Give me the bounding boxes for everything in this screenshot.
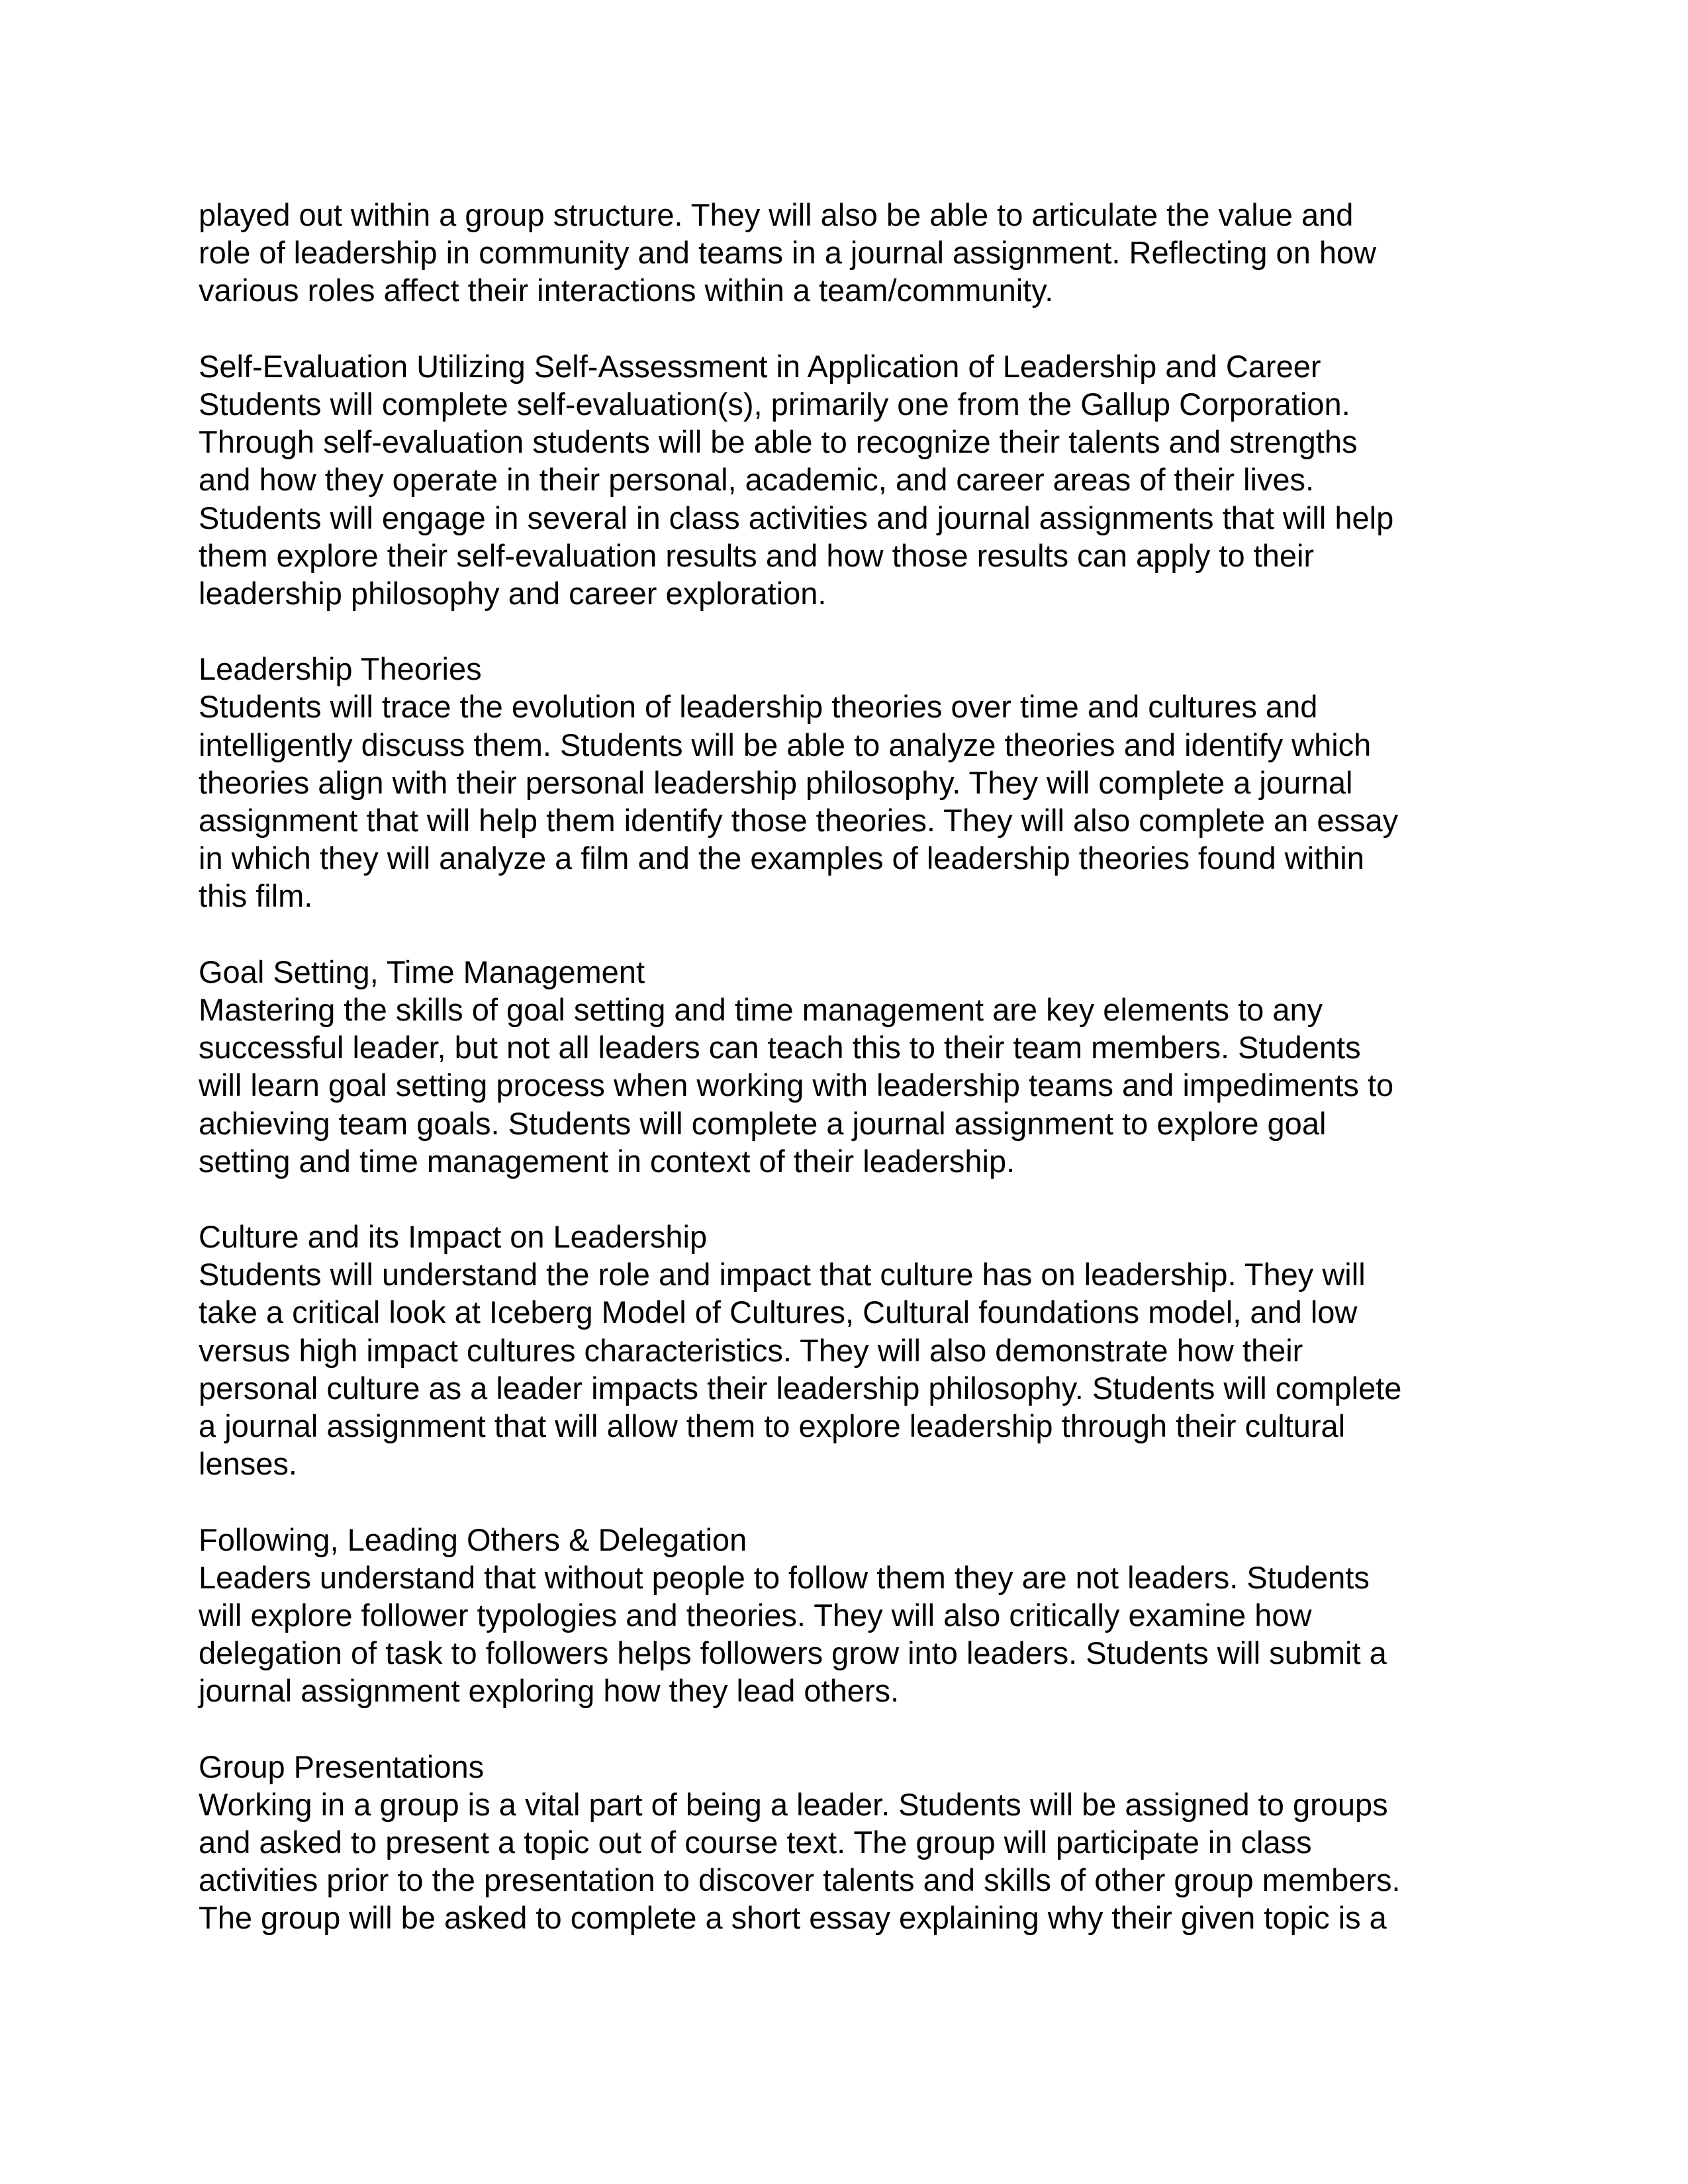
paragraph-line: journal assignment exploring how they lead others. — [199, 1673, 900, 1709]
section-heading: Self-Evaluation Utilizing Self-Assessment in Application of Leadership and Career — [199, 348, 1321, 384]
paragraph-line: intelligently discuss them. Students will be able to analyze theories and identify which — [199, 727, 1372, 762]
paragraph-line: and how they operate in their personal, academic, and career areas of their lives. — [199, 462, 1315, 498]
section-heading: Group Presentations — [199, 1749, 485, 1784]
paragraph-line: lenses. — [199, 1446, 297, 1482]
section-culture — [199, 1218, 1496, 1482]
paragraph-line: take a critical look at Iceberg Model of Cultures, Cultural foundations model, and low — [199, 1295, 1358, 1330]
paragraph-line: various roles affect their interactions within a team/community. — [199, 273, 1054, 308]
paragraph-line: will explore follower typologies and theories. They will also critically examine how — [199, 1597, 1312, 1633]
paragraph-line: them explore their self-evaluation results and how those results can apply to their — [199, 537, 1315, 573]
paragraph-line: achieving team goals. Students will complete a journal assignment to explore goal — [199, 1105, 1327, 1141]
section-group-presentations — [199, 1748, 1496, 1937]
paragraph-spacer — [199, 310, 1496, 347]
paragraph-line: delegation of task to followers helps followers grow into leaders. Students will submit a — [199, 1635, 1387, 1671]
paragraph-line: Through self-evaluation students will be able to recognize their talents and strengths — [199, 424, 1358, 460]
paragraph-line: activities prior to the presentation to discover talents and skills of other group members. — [199, 1862, 1401, 1898]
paragraph-spacer — [199, 1710, 1496, 1748]
paragraph-line: Students will trace the evolution of leadership theories over time and cultures and — [199, 689, 1318, 725]
section-heading: Goal Setting, Time Management — [199, 954, 645, 989]
paragraph-spacer — [199, 612, 1496, 650]
paragraph-spacer — [199, 1482, 1496, 1520]
section-goal-setting — [199, 953, 1496, 1180]
paragraph-line: leadership philosophy and career exploration. — [199, 575, 827, 611]
section-heading: Leadership Theories — [199, 651, 482, 687]
paragraph-line: role of leadership in community and teams in a journal assignment. Reflecting on how — [199, 235, 1377, 271]
paragraph-spacer — [199, 1180, 1496, 1218]
paragraph-line: personal culture as a leader impacts their leadership philosophy. Students will complete — [199, 1370, 1402, 1406]
section-self-evaluation — [199, 347, 1496, 612]
paragraph-line: will learn goal setting process when working with leadership teams and impediments to — [199, 1068, 1394, 1103]
section-heading: Culture and its Impact on Leadership — [199, 1219, 708, 1255]
paragraph-line: Mastering the skills of goal setting and time management are key elements to any — [199, 991, 1323, 1027]
paragraph-line: a journal assignment that will allow them to explore leadership through their cultural — [199, 1408, 1346, 1443]
paragraph-line: this film. — [199, 878, 313, 914]
paragraph-line: Students will complete self-evaluation(s), primarily one from the Gallup Corporation. — [199, 386, 1350, 422]
paragraph-line: The group will be asked to complete a short essay explaining why their given topic is a — [199, 1900, 1387, 1936]
paragraph-line: and asked to present a topic out of course text. The group will participate in class — [199, 1825, 1312, 1860]
paragraph-line: Working in a group is a vital part of being a leader. Students will be assigned to groups — [199, 1786, 1388, 1822]
paragraph-line: versus high impact cultures characteristics. They will also demonstrate how their — [199, 1332, 1303, 1368]
paragraph-line: assignment that will help them identify those theories. They will also complete an essay — [199, 803, 1399, 838]
paragraph-line: Students will engage in several in class activities and journal assignments that will help — [199, 500, 1394, 535]
paragraph-line: successful leader, but not all leaders can teach this to their team members. Students — [199, 1030, 1361, 1066]
paragraph-spacer — [199, 915, 1496, 953]
paragraph-line: in which they will analyze a film and the examples of leadership theories found within — [199, 841, 1364, 876]
section-leadership-theories — [199, 650, 1496, 915]
paragraph-line: Leaders understand that without people to follow them they are not leaders. Students — [199, 1559, 1370, 1595]
section-heading: Following, Leading Others & Delegation — [199, 1522, 747, 1557]
section-following-leading — [199, 1521, 1496, 1710]
intro-paragraph — [199, 196, 1496, 310]
paragraph-line: played out within a group structure. They will also be able to articulate the value and — [199, 197, 1354, 232]
paragraph-line: setting and time management in context of their leadership. — [199, 1143, 1015, 1179]
paragraph-line: Students will understand the role and impact that culture has on leadership. They will — [199, 1257, 1366, 1293]
paragraph-line: theories align with their personal leadership philosophy. They will complete a journal — [199, 764, 1353, 800]
document-body — [199, 196, 1496, 1937]
